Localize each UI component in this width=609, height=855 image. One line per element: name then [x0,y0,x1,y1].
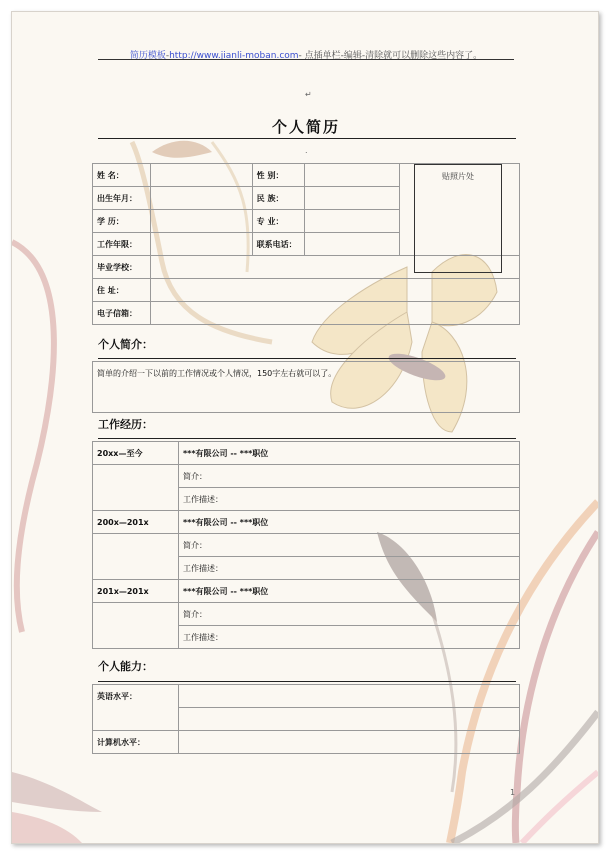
degree-label: 学 历： [93,210,151,233]
page-number: 1 [510,788,516,797]
email-label: 电子信箱： [93,302,151,325]
work-period[interactable]: 20xx—至今 [93,442,179,465]
paragraph-mark: . [305,146,308,155]
years-value[interactable] [150,233,252,256]
photo-placeholder[interactable] [414,164,502,273]
years-label: 工作年限： [93,233,151,256]
phone-value[interactable] [304,233,400,256]
english-label: 英语水平： [93,685,179,731]
paragraph-mark: ↵ [305,90,312,99]
ability-table [92,684,520,754]
name-value[interactable] [150,164,252,187]
work-intro[interactable]: 简介： [179,534,520,557]
page-title: 个人简历 [271,118,340,136]
intro-heading: 个人简介： [98,338,153,351]
english-value-2[interactable] [179,708,520,731]
degree-value[interactable] [150,210,252,233]
work-blank [93,534,179,580]
english-value[interactable] [179,685,520,708]
work-blank [93,603,179,649]
work-intro[interactable]: 简介： [179,465,520,488]
intro-text[interactable]: 简单的介绍一下以前的工作情况或个人情况，150字左右就可以了。 [93,362,520,413]
computer-label: 计算机水平： [93,731,179,754]
photo-label: 贴照片处 [442,172,474,181]
work-intro[interactable]: 简介： [179,603,520,626]
gender-label: 性 别： [252,164,304,187]
work-table [92,441,520,649]
birth-value[interactable] [150,187,252,210]
work-desc[interactable]: 工作描述： [179,557,520,580]
work-heading: 工作经历： [98,418,153,431]
intro-table [92,361,520,413]
ethnic-label: 民 族： [252,187,304,210]
intro-rule [98,358,516,359]
major-value[interactable] [304,210,400,233]
header-link-url[interactable]: http://www.jianli-moban.com [169,51,299,61]
email-value[interactable] [150,302,519,325]
header-rule [98,59,514,60]
document-page [11,11,599,844]
address-value[interactable] [150,279,519,302]
ability-rule [98,681,516,682]
work-period[interactable]: 200x—201x [93,511,179,534]
major-label: 专 业： [252,210,304,233]
work-blank [93,465,179,511]
work-company[interactable]: ***有限公司 -- ***职位 [179,442,520,465]
ethnic-value[interactable] [304,187,400,210]
header-link-template[interactable]: 简历模板 [129,51,166,61]
computer-value[interactable] [179,731,520,754]
address-label: 住 址： [93,279,151,302]
ability-heading: 个人能力： [98,660,153,673]
work-desc[interactable]: 工作描述： [179,626,520,649]
work-company[interactable]: ***有限公司 -- ***职位 [179,580,520,603]
gender-value[interactable] [304,164,400,187]
birth-label: 出生年月： [93,187,151,210]
school-label: 毕业学校： [93,256,151,279]
work-rule [98,438,516,439]
title-rule [98,138,516,139]
work-company[interactable]: ***有限公司 -- ***职位 [179,511,520,534]
name-label: 姓 名： [93,164,151,187]
work-period[interactable]: 201x—201x [93,580,179,603]
header-note: - 点插单栏-编辑-清除就可以删除这些内容了。 [298,51,483,61]
phone-label: 联系电话： [252,233,304,256]
work-desc[interactable]: 工作描述： [179,488,520,511]
header-separator: - [165,51,170,61]
